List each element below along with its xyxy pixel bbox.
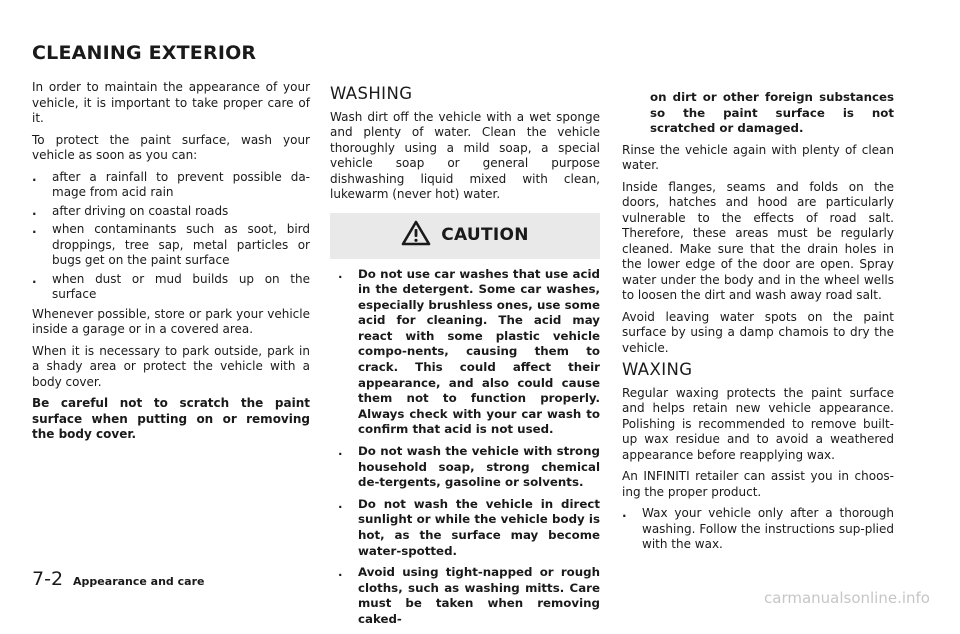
list-item: . when contaminants such as soot, bird droppings, tree sap, metal particles or bugs get on the paint surface xyxy=(32,222,310,267)
park-outside-paragraph: When it is necessary to park outside, park in a shady area or protect the vehicle with a body cover. xyxy=(32,343,310,389)
list-item: . Do not wash the vehicle with strong household soap, strong chemical de-tergents, gasoline or solvents. xyxy=(338,444,600,490)
watermark: carmanualsonline.info xyxy=(764,589,930,607)
rinse-paragraph: Rinse the vehicle again with plenty of clean water. xyxy=(622,142,894,173)
waxing-heading: WAXING xyxy=(622,360,693,380)
chapter-name: Appearance and care xyxy=(73,575,205,588)
list-item: . after driving on coastal roads xyxy=(32,203,229,218)
bullet-icon: . xyxy=(32,271,37,286)
list-item: . Do not use car washes that use acid in the detergent. Some car washes, especially brushless ones, use some acid for cleaning. The acid may react with some plastic vehicle compo-nents, causing them to crack. This could affect their appearance, and also could cause them not to function properly. Always check with your car wash to confirm that acid is not used. xyxy=(338,266,600,437)
water-spots-paragraph: Avoid leaving water spots on the paint surface by using a damp chamois to dry the vehicle. xyxy=(622,309,894,355)
bullet-icon: . xyxy=(32,169,37,184)
caution-label: CAUTION xyxy=(441,224,529,245)
bullet-icon: . xyxy=(622,506,627,521)
page-footer xyxy=(32,568,204,590)
column-2 xyxy=(330,80,600,634)
page-number: 7-2 xyxy=(32,568,64,590)
caution-header xyxy=(330,213,600,259)
list-item: . Do not wash the vehicle in direct sunlight or while the vehicle body is hot, as the surface may become water-spotted. xyxy=(338,496,600,558)
list-item: . Avoid using tight-napped or rough cloths, such as washing mitts. Care must be taken when removing caked- xyxy=(338,565,600,626)
warning-triangle-icon xyxy=(401,220,431,251)
bullet-icon: . xyxy=(32,203,37,218)
column-3 xyxy=(622,90,894,557)
bullet-icon: . xyxy=(32,222,37,236)
bullet-icon: . xyxy=(338,266,343,281)
caution-continued: on dirt or other foreign substances so the paint surface is not scratched or damaged. xyxy=(650,90,894,136)
storage-paragraph: Whenever possible, store or park your vehicle inside a garage or in a covered area. xyxy=(32,306,310,336)
protect-paragraph: To protect the paint surface, wash your vehicle as soon as you can: xyxy=(32,132,310,162)
bullet-icon: . xyxy=(338,496,343,511)
retailer-paragraph: An INFINITI retailer can assist you in choos-ing the proper product. xyxy=(622,469,894,499)
body-cover-warning: Be careful not to scratch the paint surface when putting on or removing the body cover. xyxy=(32,396,310,441)
bullet-icon: . xyxy=(338,565,343,580)
washing-heading: WASHING xyxy=(330,84,413,103)
caution-list xyxy=(330,267,600,628)
bullet-icon: . xyxy=(338,444,343,459)
list-item: . after a rainfall to prevent possible da-mage from acid rain xyxy=(32,169,310,199)
page-title: CLEANING EXTERIOR xyxy=(32,42,257,64)
list-item: . Wax your vehicle only after a thorough washing. Follow the instructions sup-plied with the wax. xyxy=(622,506,894,552)
wax-list xyxy=(622,506,894,553)
intro-paragraph: In order to maintain the appearance of your vehicle, it is important to take proper care of it. xyxy=(32,80,310,125)
caution-box xyxy=(330,213,600,628)
waxing-paragraph: Regular waxing protects the paint surface and helps retain new vehicle appearance. Polishing is recommended to remove built-up wax residue and to avoid a weathered appearance before reapplying wax. xyxy=(622,385,894,462)
column-1 xyxy=(32,80,310,449)
washing-paragraph: Wash dirt off the vehicle with a wet sponge and plenty of water. Clean the vehicle thoroughly using a mild soap, a special vehicle soap or general purpose dishwashing liquid mixed with clean, lukewarm (never hot) water. xyxy=(330,109,600,201)
wash-when-list xyxy=(32,170,310,303)
list-item: . when dust or mud builds up on the surface xyxy=(32,271,310,301)
road-salt-paragraph: Inside flanges, seams and folds on the doors, hatches and hood are particularly vulnerable to the effects of road salt. Therefore, these areas must be regularly cleaned. Make sure that the drain holes in the lower edge of the door are open. Spray water under the body and in the wheel wells to loosen the dirt and wash away road salt. xyxy=(622,179,894,303)
